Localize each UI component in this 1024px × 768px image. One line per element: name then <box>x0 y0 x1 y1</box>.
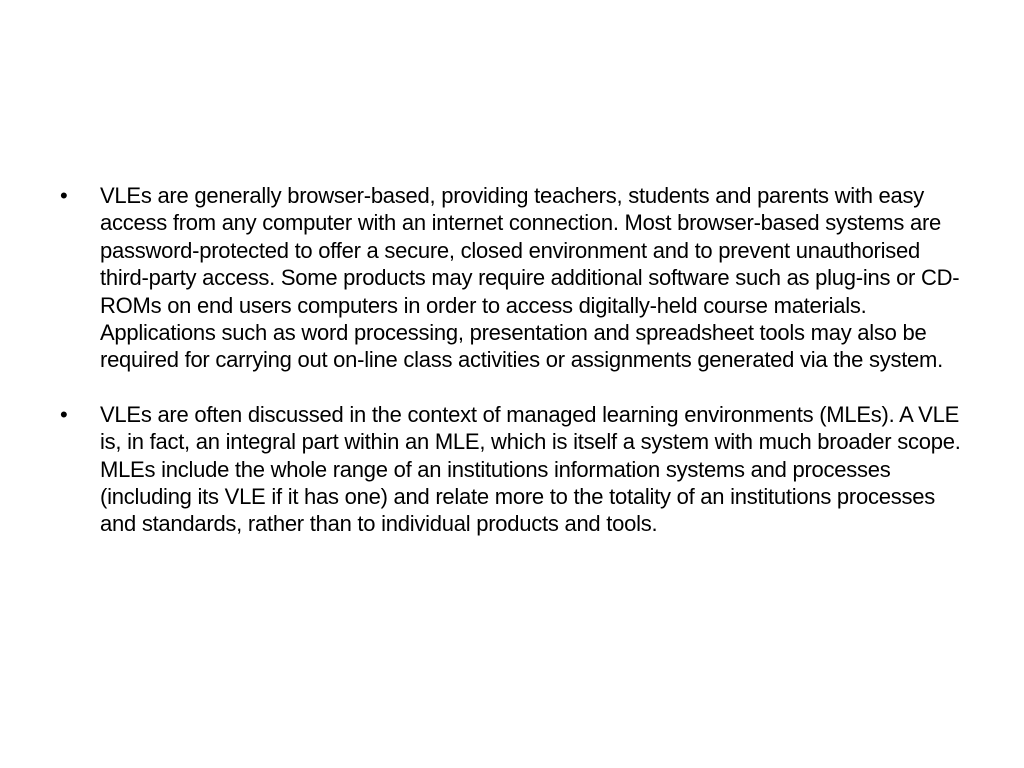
bullet-text: VLEs are generally browser-based, providing teachers, students and parents with easy access from any computer with an internet connection. Most browser-based systems are password-protected to offer a secure, closed environment and to prevent unauthorised third-party access. Some products may require additional software such as plug-ins or CD-ROMs on end users computers in order to access digitally-held course materials. Applications such as word processing, presentation and spreadsheet tools may also be required for carrying out on-line class activities or assignments generated via the system. <box>100 183 960 373</box>
bullet-item-mle-context <box>60 401 970 538</box>
bullet-list <box>60 182 970 538</box>
bullet-icon: • <box>60 401 68 427</box>
bullet-icon: • <box>60 183 68 208</box>
bullet-text: VLEs are often discussed in the context of managed learning environments (MLEs). A VLE is, in fact, an integral part within an MLE, which is itself a system with much broader scope. MLEs include the whole range of an institutions information systems and processes (including its VLE if it has one) and relate more to the totality of an institutions processes and standards, rather than to individual products and tools. <box>100 401 961 537</box>
bullet-item-browser-based <box>60 182 970 374</box>
